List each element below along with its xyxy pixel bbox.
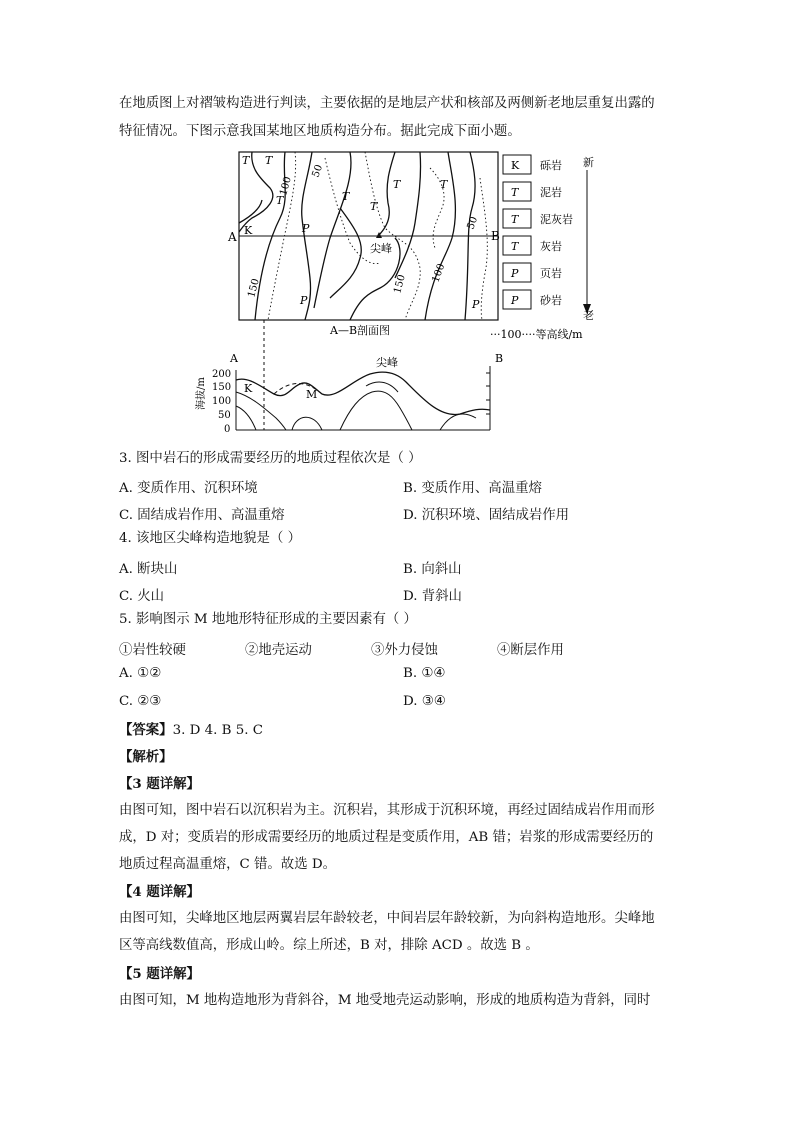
detail4-title: 【4 题详解】 [119, 884, 200, 900]
legend-old: 老 [583, 309, 594, 322]
q3-option-d: D. 沉积环境、固结成岩作用 [403, 508, 570, 523]
q3-option-b: B. 变质作用、高温重熔 [403, 481, 542, 496]
q4-option-a: A. 断块山 [119, 562, 178, 577]
profile-ytick: 0 [224, 424, 231, 435]
legend-symbol: P [511, 267, 519, 280]
q3-option-a: A. 变质作用、沉积环境 [119, 481, 258, 496]
q5-factor-2: ②地壳运动 [245, 643, 312, 658]
contour-label: 50 [465, 215, 481, 232]
legend-name: 页岩 [540, 267, 562, 280]
legend-name: 灰岩 [540, 240, 562, 253]
answer-line [119, 721, 263, 740]
profile-ytick: 100 [212, 396, 232, 407]
q5-factor-4: ④断层作用 [497, 643, 564, 658]
q4-stem: 4. 该地区尖峰构造地貌是（ ） [119, 531, 301, 546]
contour-label: 150 [392, 273, 408, 295]
legend-symbol: T [511, 240, 519, 253]
q5-option-d: D. ③④ [403, 694, 446, 709]
map-caption: A—B剖面图 [330, 324, 391, 337]
map-label-b: B [491, 229, 500, 243]
legend-name: 泥岩 [540, 186, 562, 199]
answer-values: 3. D 4. B 5. C [172, 723, 263, 738]
legend-symbol: T [511, 186, 519, 199]
map-k-label: K [244, 224, 253, 237]
answer-label: 【答案】 [119, 722, 173, 738]
legend [490, 155, 594, 341]
profile-label-a: A [230, 352, 238, 365]
q5-factor-1: ①岩性较硬 [119, 643, 186, 658]
detail4-line-2: 区等高线数值高，形成山岭。综上所述，B 对，排除 ACD 。故选 B 。 [119, 938, 539, 953]
intro-line-1: 在地质图上对褶皱构造进行判读，主要依据的是地层产状和核部及两侧新老地层重复出露的 [119, 96, 655, 111]
legend-name: 砾岩 [540, 159, 562, 172]
contour-label: 150 [246, 277, 262, 299]
detail5-title: 【5 题详解】 [119, 966, 200, 982]
intro-line-2: 特征情况。下图示意我国某地区地质构造分布。据此完成下面小题。 [119, 124, 521, 139]
q5-option-a: A. ①② [119, 666, 162, 681]
profile-ytick: 200 [212, 369, 232, 380]
legend-symbol: P [511, 294, 519, 307]
profile-k-label: K [244, 382, 253, 395]
profile-ytick: 50 [218, 410, 231, 421]
strata-label: T [342, 190, 350, 203]
detail3-line-1: 由图可知，图中岩石以沉积岩为主。沉积岩，其形成于沉积环境，再经过固结成岩作用而形 [119, 803, 655, 818]
q3-stem: 3. 图中岩石的形成需要经历的地质过程依次是（ ） [119, 451, 422, 466]
geology-figure [190, 148, 610, 436]
q5-option-c: C. ②③ [119, 694, 162, 709]
strata-label: T [393, 178, 401, 191]
strata-label: T [370, 200, 378, 213]
q5-option-b: B. ①④ [403, 666, 446, 681]
contour-label: 100 [430, 262, 448, 285]
detail3-line-3: 地质过程高温重熔，C 错。故选 D。 [119, 857, 336, 872]
legend-symbol: K [511, 159, 520, 172]
q3-option-c: C. 固结成岩作用、高温重熔 [119, 508, 285, 523]
map-label-a: A [228, 230, 237, 244]
detail3-title: 【3 题详解】 [119, 776, 200, 792]
q5-factor-3: ③外力侵蚀 [371, 643, 438, 658]
legend-name: 泥灰岩 [540, 213, 573, 226]
analysis-label: 【解析】 [119, 749, 173, 765]
detail3-line-2: 成，D 对；变质岩的形成需要经历的地质过程是变质作用，AB 错；岩浆的形成需要经历的 [119, 830, 654, 845]
legend-name: 砂岩 [540, 294, 562, 307]
contour-label: 50 [310, 163, 326, 180]
strata-label: T [440, 178, 448, 191]
profile-peak-label: 尖峰 [376, 356, 398, 369]
strata-label: T [276, 194, 284, 207]
legend-new: 新 [583, 156, 594, 169]
q4-option-d: D. 背斜山 [403, 589, 462, 604]
map-peak-label: 尖峰 [370, 242, 392, 255]
profile [194, 352, 503, 435]
strata-label: T [242, 154, 250, 167]
q4-option-b: B. 向斜山 [403, 562, 462, 577]
strata-label: T [265, 154, 273, 167]
profile-m-label: M [306, 388, 318, 401]
strata-label: P [472, 298, 480, 311]
detail4-line-1: 由图可知，尖峰地区地层两翼岩层年龄较老，中间岩层年龄较新，为向斜构造地形。尖峰地 [119, 911, 655, 926]
profile-ytick: 150 [212, 382, 232, 393]
legend-contour-note: ···100····等高线/m [490, 328, 583, 341]
strata-label: P [300, 294, 308, 307]
contour-label: 100 [278, 175, 294, 197]
strata-label: P [302, 222, 310, 235]
profile-ylabel: 海拔/m [196, 377, 207, 410]
profile-label-b: B [495, 352, 504, 365]
q4-option-c: C. 火山 [119, 589, 165, 604]
detail5-line-1: 由图可知，M 地构造地形为背斜谷，M 地受地壳运动影响，形成的地质构造为背斜，同时 [119, 993, 651, 1008]
legend-symbol: T [511, 213, 519, 226]
q5-stem: 5. 影响图示 M 地地形特征形成的主要因素有（ ） [119, 612, 417, 627]
